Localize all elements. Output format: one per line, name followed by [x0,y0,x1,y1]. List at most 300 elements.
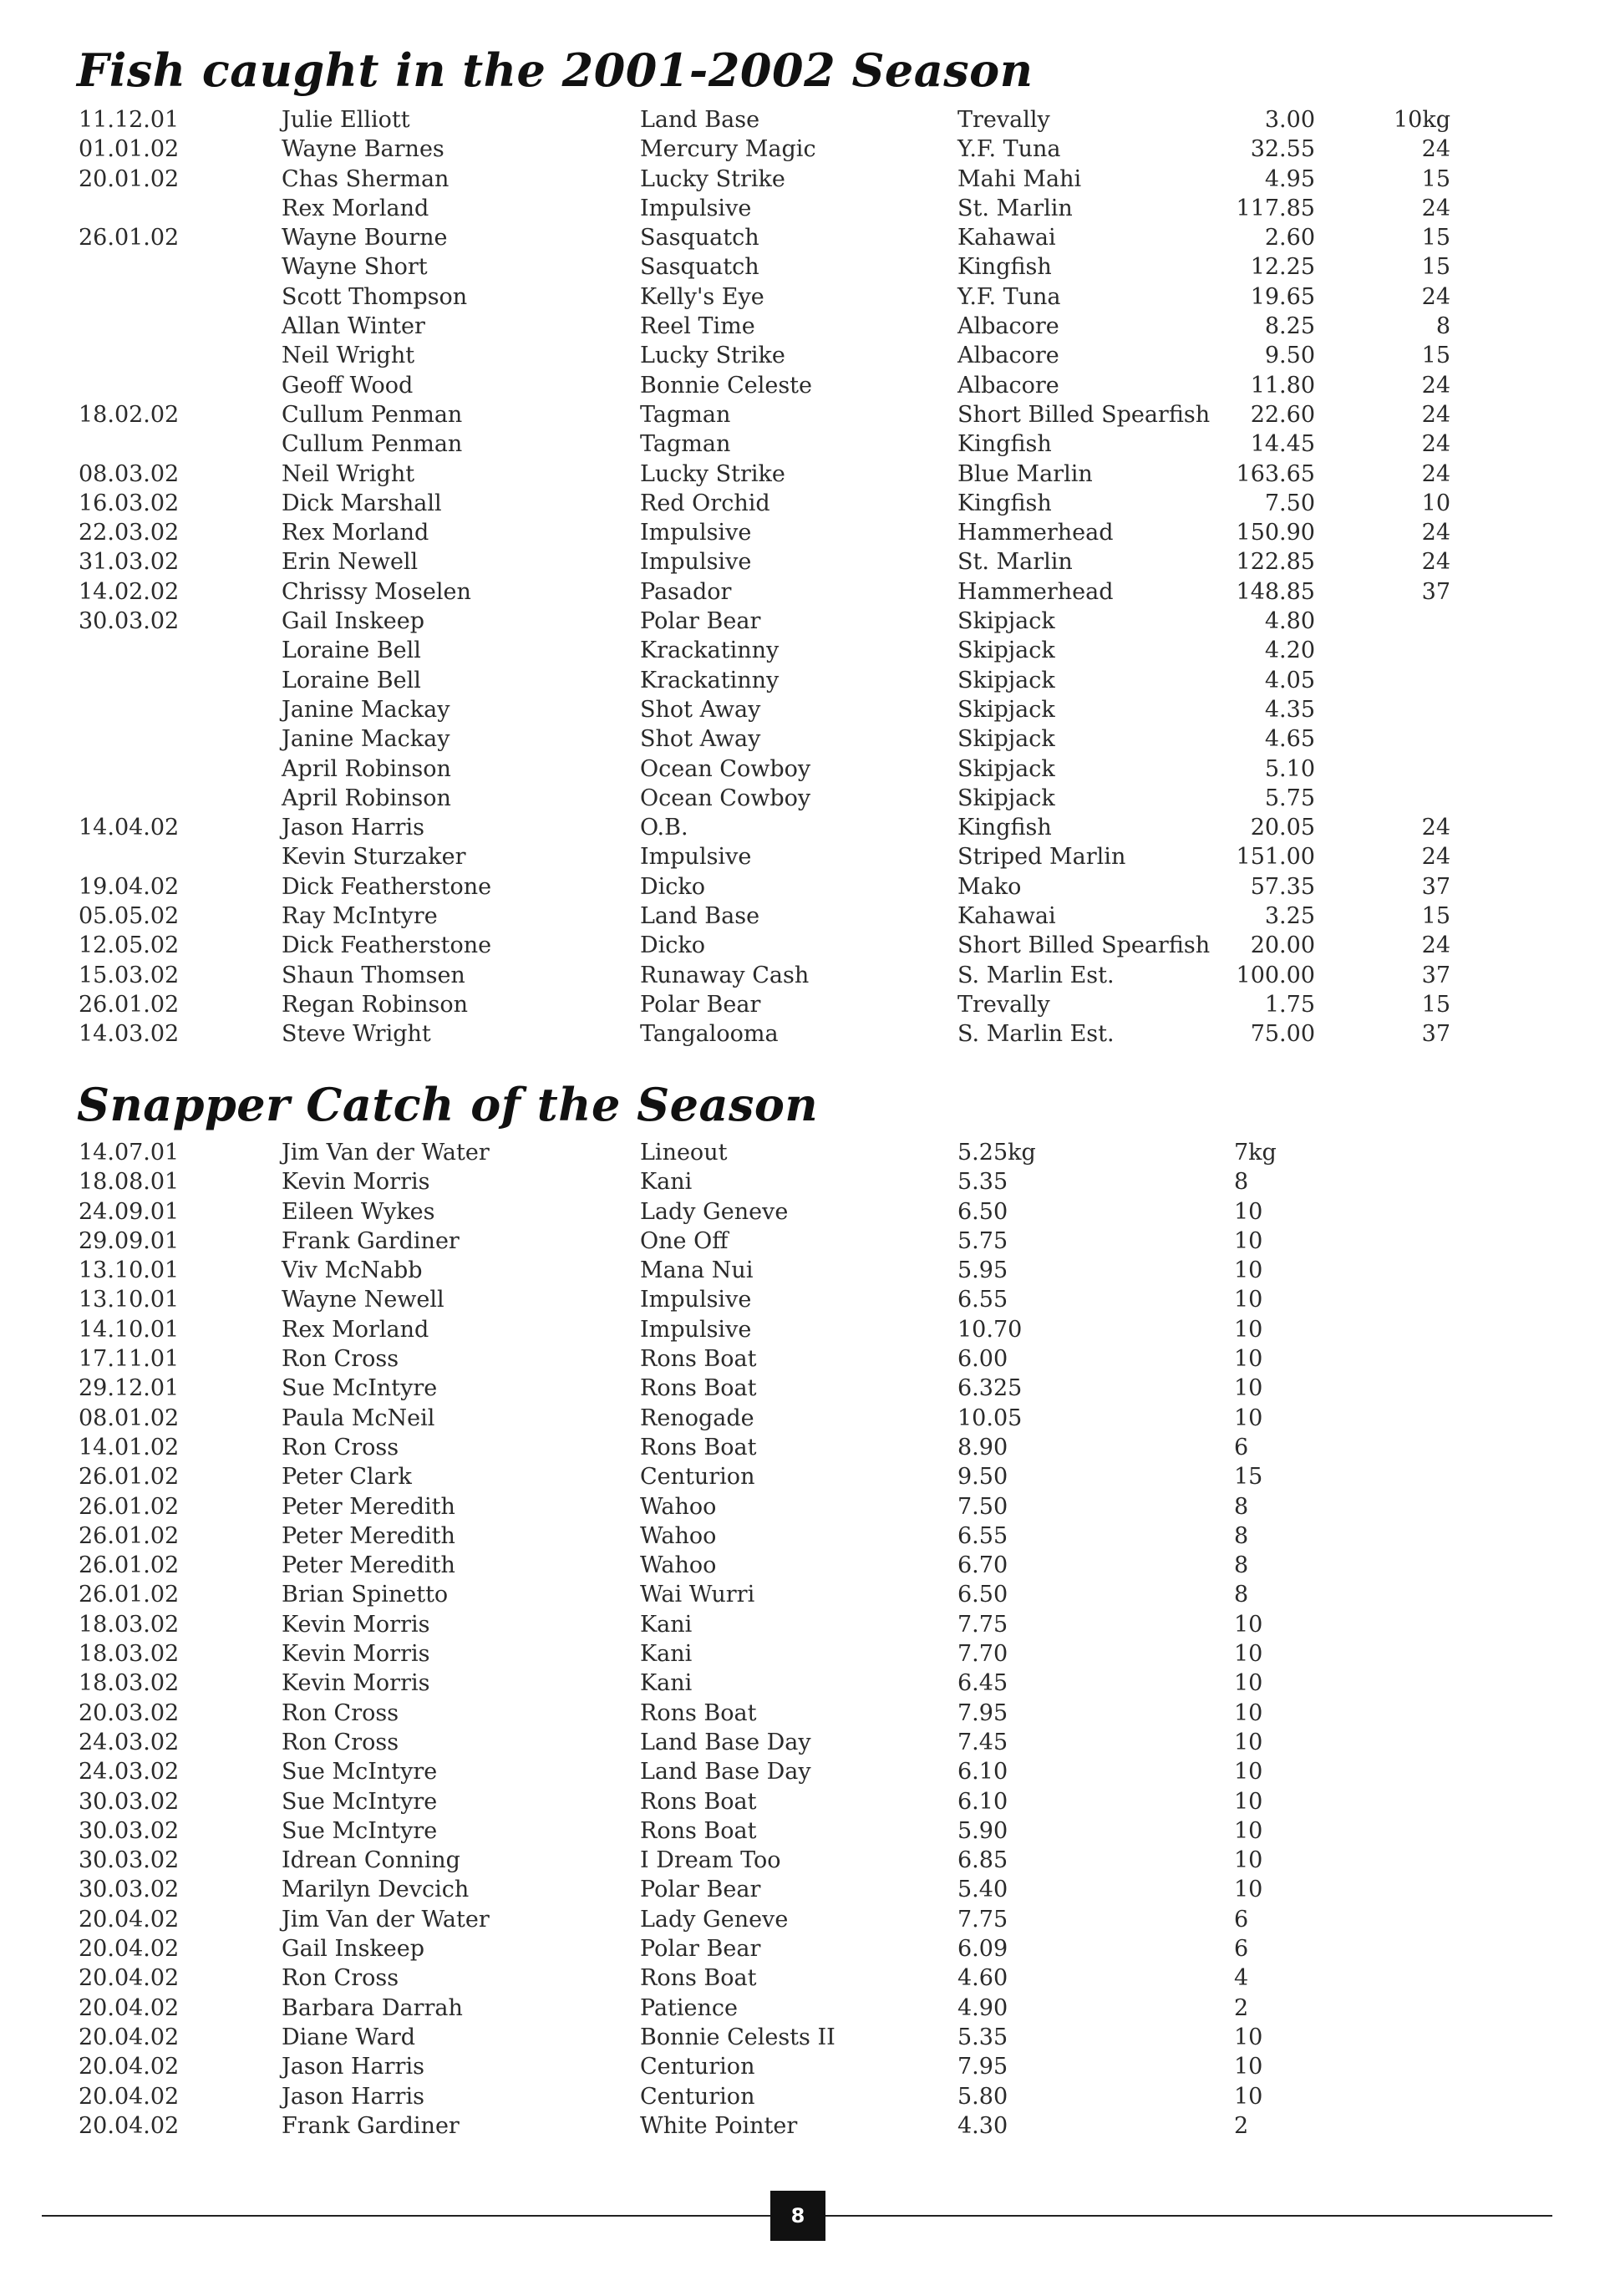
table-row [0,1669,1610,1698]
line-class-cell: 10 [1234,1817,1263,1844]
weight-cell: 6.10 [957,1788,1008,1815]
boat-cell: Kani [640,1641,693,1668]
line-class-cell: 15 [1421,343,1450,369]
line-class-cell: 6 [1234,1434,1249,1460]
boat-cell: Dicko [640,932,706,959]
table-row [0,1227,1610,1256]
weight-cell: 5.25kg [957,1140,1036,1166]
boat-cell: Bonnie Celeste [640,372,813,399]
line-class-cell: 24 [1421,932,1450,959]
date-cell: 26.01.02 [79,991,180,1018]
line-class-cell: 10 [1234,1227,1263,1254]
table-row [0,784,1610,813]
table-row [0,1374,1610,1403]
line-class-cell: 8 [1234,1582,1249,1608]
boat-cell: Rons Boat [640,1699,757,1726]
weight-cell: 6.55 [957,1522,1008,1549]
line-class-cell: 10 [1234,1729,1263,1755]
species-cell: Short Billed Spearfish [957,932,1211,959]
table-row [0,1963,1610,1993]
angler-cell: Chas Sherman [282,165,449,192]
angler-cell: Cullum Penman [282,431,463,458]
boat-cell: Rons Boat [640,1375,757,1402]
date-cell: 14.03.02 [79,1021,180,1048]
date-cell: 26.01.02 [79,1552,180,1579]
line-class-cell: 10 [1234,2083,1263,2110]
table-row [0,1639,1610,1669]
table-row [0,754,1610,784]
table-row [0,1846,1610,1875]
angler-cell: Idrean Conning [282,1847,460,1874]
angler-cell: Paula McNeil [282,1405,435,1431]
boat-cell: Lady Geneve [640,1906,789,1933]
table-row [0,1197,1610,1227]
date-cell: 20.04.02 [79,1936,180,1963]
snapper-section-title: Snapper Catch of the Season [77,1078,819,1131]
angler-cell: Sue McIntyre [282,1375,438,1402]
angler-cell: Frank Gardiner [282,1227,460,1254]
angler-cell: Jason Harris [282,2054,424,2080]
species-cell: Skipjack [957,785,1055,811]
angler-cell: Wayne Bourne [282,225,448,251]
line-class-cell: 10kg [1393,107,1450,133]
table-row [0,1699,1610,1728]
weight-cell: 4.80 [1264,608,1315,635]
angler-cell: Neil Wright [282,460,415,487]
angler-cell: Sue McIntyre [282,1759,438,1785]
table-row [0,429,1610,459]
date-cell: 01.01.02 [79,136,180,163]
boat-cell: White Pointer [640,2112,798,2139]
weight-cell: 100.00 [1236,962,1315,988]
angler-cell: Ron Cross [282,1434,399,1460]
angler-cell: Eileen Wykes [282,1198,435,1225]
angler-cell: Kevin Morris [282,1169,430,1196]
weight-cell: 32.55 [1250,136,1315,163]
weight-cell: 7.50 [1264,490,1315,516]
angler-cell: Peter Meredith [282,1522,455,1549]
date-cell: 20.04.02 [79,2112,180,2139]
angler-cell: Geoff Wood [282,372,414,399]
boat-cell: Sasquatch [640,225,759,251]
weight-cell: 150.90 [1236,520,1315,546]
line-class-cell: 24 [1421,401,1450,428]
species-cell: Albacore [957,313,1059,340]
weight-cell: 5.80 [957,2083,1008,2110]
weight-cell: 8.90 [957,1434,1008,1460]
date-cell: 14.07.01 [79,1140,180,1166]
angler-cell: Peter Meredith [282,1493,455,1520]
species-cell: Skipjack [957,608,1055,635]
species-cell: Albacore [957,372,1059,399]
date-cell: 14.04.02 [79,815,180,841]
line-class-cell: 15 [1421,165,1450,192]
page-number-badge [770,2191,825,2241]
weight-cell: 148.85 [1236,578,1315,605]
angler-cell: Kevin Morris [282,1670,430,1697]
weight-cell: 7.70 [957,1641,1008,1668]
boat-cell: Shot Away [640,726,761,753]
weight-cell: 6.55 [957,1287,1008,1313]
table-row [0,2082,1610,2111]
weight-cell: 7.45 [957,1729,1008,1755]
weight-cell: 6.00 [957,1346,1008,1373]
date-cell: 20.03.02 [79,1699,180,1726]
table-row [0,1344,1610,1374]
date-cell: 18.03.02 [79,1611,180,1638]
date-cell: 20.04.02 [79,1965,180,1992]
table-row [0,105,1610,135]
line-class-cell: 37 [1421,962,1450,988]
date-cell: 18.02.02 [79,401,180,428]
boat-cell: Runaway Cash [640,962,810,988]
species-cell: Skipjack [957,696,1055,723]
species-cell: Y.F. Tuna [957,283,1061,310]
table-row [0,724,1610,754]
table-row [0,1462,1610,1491]
weight-cell: 4.90 [957,1994,1008,2021]
table-row [0,1404,1610,1433]
table-row [0,813,1610,842]
date-cell: 12.05.02 [79,932,180,959]
weight-cell: 4.95 [1264,165,1315,192]
angler-cell: Rex Morland [282,520,429,546]
angler-cell: Sue McIntyre [282,1788,438,1815]
table-row [0,872,1610,902]
species-cell: Blue Marlin [957,460,1093,487]
line-class-cell: 37 [1421,873,1450,900]
boat-cell: Tagman [640,431,731,458]
angler-cell: Allan Winter [282,313,425,340]
boat-cell: Rons Boat [640,1788,757,1815]
table-row [0,577,1610,607]
line-class-cell: 8 [1234,1522,1249,1549]
boat-cell: Dicko [640,873,706,900]
weight-cell: 10.70 [957,1316,1023,1343]
date-cell: 22.03.02 [79,520,180,546]
table-row [0,518,1610,547]
weight-cell: 11.80 [1250,372,1315,399]
date-cell: 14.01.02 [79,1434,180,1460]
boat-cell: Lucky Strike [640,460,785,487]
boat-cell: Impulsive [640,520,752,546]
line-class-cell: 15 [1421,254,1450,281]
table-row [0,194,1610,223]
boat-cell: Rons Boat [640,1817,757,1844]
boat-cell: Ocean Cowboy [640,785,811,811]
species-cell: Hammerhead [957,520,1114,546]
boat-cell: Land Base Day [640,1759,811,1785]
boat-cell: Kani [640,1611,693,1638]
angler-cell: Dick Featherstone [282,932,492,959]
date-cell: 08.01.02 [79,1405,180,1431]
angler-cell: Gail Inskeep [282,608,425,635]
species-cell: Kingfish [957,815,1052,841]
angler-cell: Dick Featherstone [282,873,492,900]
angler-cell: Neil Wright [282,343,415,369]
table-row [0,1315,1610,1344]
table-row [0,1433,1610,1462]
boat-cell: Bonnie Celests II [640,2024,835,2050]
boat-cell: Krackatinny [640,667,780,693]
date-cell: 24.03.02 [79,1759,180,1785]
species-cell: Mahi Mahi [957,165,1082,192]
date-cell: 20.04.02 [79,2054,180,2080]
line-class-cell: 10 [1234,1847,1263,1874]
species-cell: Trevally [957,991,1050,1018]
date-cell: 17.11.01 [79,1346,180,1373]
table-row [0,902,1610,931]
species-cell: Mako [957,873,1022,900]
weight-cell: 6.10 [957,1759,1008,1785]
line-class-cell: 10 [1234,1759,1263,1785]
angler-cell: Rex Morland [282,1316,429,1343]
line-class-cell: 24 [1421,283,1450,310]
table-row [0,931,1610,960]
boat-cell: Shot Away [640,696,761,723]
angler-cell: Barbara Darrah [282,1994,463,2021]
table-row [0,341,1610,370]
line-class-cell: 8 [1234,1169,1249,1196]
angler-cell: Marilyn Devcich [282,1877,470,1903]
line-class-cell: 24 [1421,844,1450,871]
line-class-cell: 10 [1234,2054,1263,2080]
species-cell: St. Marlin [957,549,1073,576]
table-row [0,252,1610,282]
table-row [0,1492,1610,1521]
date-cell: 30.03.02 [79,608,180,635]
angler-cell: Gail Inskeep [282,1936,425,1963]
weight-cell: 5.10 [1264,755,1315,782]
boat-cell: O.B. [640,815,688,841]
boat-cell: Mercury Magic [640,136,816,163]
date-cell: 13.10.01 [79,1257,180,1284]
table-row [0,1816,1610,1846]
date-cell: 15.03.02 [79,962,180,988]
table-row [0,282,1610,312]
line-class-cell: 15 [1421,903,1450,930]
line-class-cell: 10 [1234,1611,1263,1638]
line-class-cell: 15 [1234,1464,1263,1491]
date-cell: 13.10.01 [79,1287,180,1313]
line-class-cell: 8 [1234,1552,1249,1579]
date-cell: 26.01.02 [79,1582,180,1608]
line-class-cell: 10 [1421,490,1450,516]
boat-cell: Red Orchid [640,490,770,516]
angler-cell: Cullum Penman [282,401,463,428]
date-cell: 26.01.02 [79,225,180,251]
angler-cell: Regan Robinson [282,991,469,1018]
species-cell: Albacore [957,343,1059,369]
line-class-cell: 10 [1234,1641,1263,1668]
date-cell: 24.03.02 [79,1729,180,1755]
boat-cell: Rons Boat [640,1434,757,1460]
weight-cell: 8.25 [1264,313,1315,340]
line-class-cell: 24 [1421,372,1450,399]
table-row [0,489,1610,518]
line-class-cell: 10 [1234,1699,1263,1726]
date-cell: 05.05.02 [79,903,180,930]
boat-cell: Land Base [640,107,760,133]
angler-cell: Brian Spinetto [282,1582,449,1608]
weight-cell: 7.75 [957,1906,1008,1933]
weight-cell: 9.50 [1264,343,1315,369]
weight-cell: 6.50 [957,1582,1008,1608]
line-class-cell: 37 [1421,1021,1450,1048]
line-class-cell: 24 [1421,431,1450,458]
date-cell: 30.03.02 [79,1847,180,1874]
date-cell: 16.03.02 [79,490,180,516]
table-row [0,1757,1610,1786]
table-row [0,607,1610,636]
line-class-cell: 2 [1234,1994,1249,2021]
angler-cell: Erin Newell [282,549,419,576]
angler-cell: Diane Ward [282,2024,416,2050]
boat-cell: Mana Nui [640,1257,754,1284]
weight-cell: 10.05 [957,1405,1023,1431]
angler-cell: Janine Mackay [282,726,450,753]
line-class-cell: 10 [1234,1670,1263,1697]
line-class-cell: 10 [1234,1198,1263,1225]
boat-cell: Tangalooma [640,1021,779,1048]
weight-cell: 57.35 [1250,873,1315,900]
date-cell: 20.04.02 [79,1906,180,1933]
date-cell: 29.12.01 [79,1375,180,1402]
angler-cell: Ron Cross [282,1729,399,1755]
boat-cell: Polar Bear [640,1936,761,1963]
line-class-cell: 10 [1234,1877,1263,1903]
weight-cell: 5.90 [957,1817,1008,1844]
table-row [0,2023,1610,2052]
species-cell: St. Marlin [957,195,1073,221]
weight-cell: 7.95 [957,1699,1008,1726]
weight-cell: 4.35 [1264,696,1315,723]
species-cell: Kahawai [957,225,1056,251]
angler-cell: Sue McIntyre [282,1817,438,1844]
weight-cell: 122.85 [1236,549,1315,576]
angler-cell: Viv McNabb [282,1257,423,1284]
boat-cell: Kani [640,1169,693,1196]
date-cell: 18.03.02 [79,1670,180,1697]
species-cell: Y.F. Tuna [957,136,1061,163]
table-row [0,1167,1610,1196]
page-number: 8 [790,2204,805,2227]
angler-cell: Julie Elliott [282,107,410,133]
weight-cell: 3.00 [1264,107,1315,133]
weight-cell: 2.60 [1264,225,1315,251]
weight-cell: 9.50 [957,1464,1008,1491]
line-class-cell: 37 [1421,578,1450,605]
angler-cell: Wayne Barnes [282,136,444,163]
table-row [0,400,1610,429]
boat-cell: One Off [640,1227,729,1254]
date-cell: 24.09.01 [79,1198,180,1225]
boat-cell: I Dream Too [640,1847,781,1874]
angler-cell: Jason Harris [282,815,424,841]
angler-cell: Ray McIntyre [282,903,438,930]
table-row [0,460,1610,489]
table-row [0,135,1610,164]
angler-cell: Steve Wright [282,1021,431,1048]
snapper-catch-table [0,1138,1610,2141]
species-cell: Kingfish [957,254,1052,281]
line-class-cell: 10 [1234,1257,1263,1284]
boat-cell: Land Base [640,903,760,930]
date-cell: 14.02.02 [79,578,180,605]
boat-cell: Sasquatch [640,254,759,281]
angler-cell: Loraine Bell [282,637,421,664]
line-class-cell: 15 [1421,991,1450,1018]
boat-cell: Wai Wurri [640,1582,755,1608]
table-row [0,1285,1610,1314]
boat-cell: Lineout [640,1140,728,1166]
line-class-cell: 6 [1234,1906,1249,1933]
date-cell: 14.10.01 [79,1316,180,1343]
weight-cell: 7.75 [957,1611,1008,1638]
weight-cell: 4.65 [1264,726,1315,753]
species-cell: Kingfish [957,431,1052,458]
weight-cell: 151.00 [1236,844,1315,871]
angler-cell: Frank Gardiner [282,2112,460,2139]
boat-cell: Renogade [640,1405,754,1431]
weight-cell: 3.25 [1264,903,1315,930]
species-cell: Skipjack [957,726,1055,753]
table-row [0,695,1610,724]
angler-cell: Shaun Thomsen [282,962,465,988]
fish-section-title: Fish caught in the 2001-2002 Season [77,43,1034,97]
species-cell: Skipjack [957,637,1055,664]
line-class-cell: 10 [1234,1375,1263,1402]
weight-cell: 6.09 [957,1936,1008,1963]
line-class-cell: 10 [1234,2024,1263,2050]
boat-cell: Wahoo [640,1552,717,1579]
boat-cell: Impulsive [640,1316,752,1343]
table-row [0,547,1610,577]
species-cell: S. Marlin Est. [957,962,1115,988]
line-class-cell: 10 [1234,1405,1263,1431]
table-row [0,636,1610,665]
species-cell: Kingfish [957,490,1052,516]
date-cell: 26.01.02 [79,1522,180,1549]
weight-cell: 20.05 [1250,815,1315,841]
line-class-cell: 24 [1421,520,1450,546]
boat-cell: Impulsive [640,549,752,576]
date-cell: 08.03.02 [79,460,180,487]
line-class-cell: 7kg [1234,1140,1277,1166]
line-class-cell: 24 [1421,195,1450,221]
date-cell: 31.03.02 [79,549,180,576]
line-class-cell: 10 [1234,1287,1263,1313]
angler-cell: Janine Mackay [282,696,450,723]
line-class-cell: 10 [1234,1316,1263,1343]
boat-cell: Krackatinny [640,637,780,664]
species-cell: S. Marlin Est. [957,1021,1115,1048]
angler-cell: Wayne Short [282,254,428,281]
fish-catch-table [0,105,1610,1049]
date-cell: 26.01.02 [79,1493,180,1520]
boat-cell: Wahoo [640,1522,717,1549]
angler-cell: Ron Cross [282,1346,399,1373]
boat-cell: Land Base Day [640,1729,811,1755]
weight-cell: 20.00 [1250,932,1315,959]
weight-cell: 5.35 [957,1169,1008,1196]
date-cell: 20.01.02 [79,165,180,192]
weight-cell: 14.45 [1250,431,1315,458]
table-row [0,666,1610,695]
boat-cell: Ocean Cowboy [640,755,811,782]
angler-cell: Kevin Sturzaker [282,844,466,871]
table-row [0,1551,1610,1580]
